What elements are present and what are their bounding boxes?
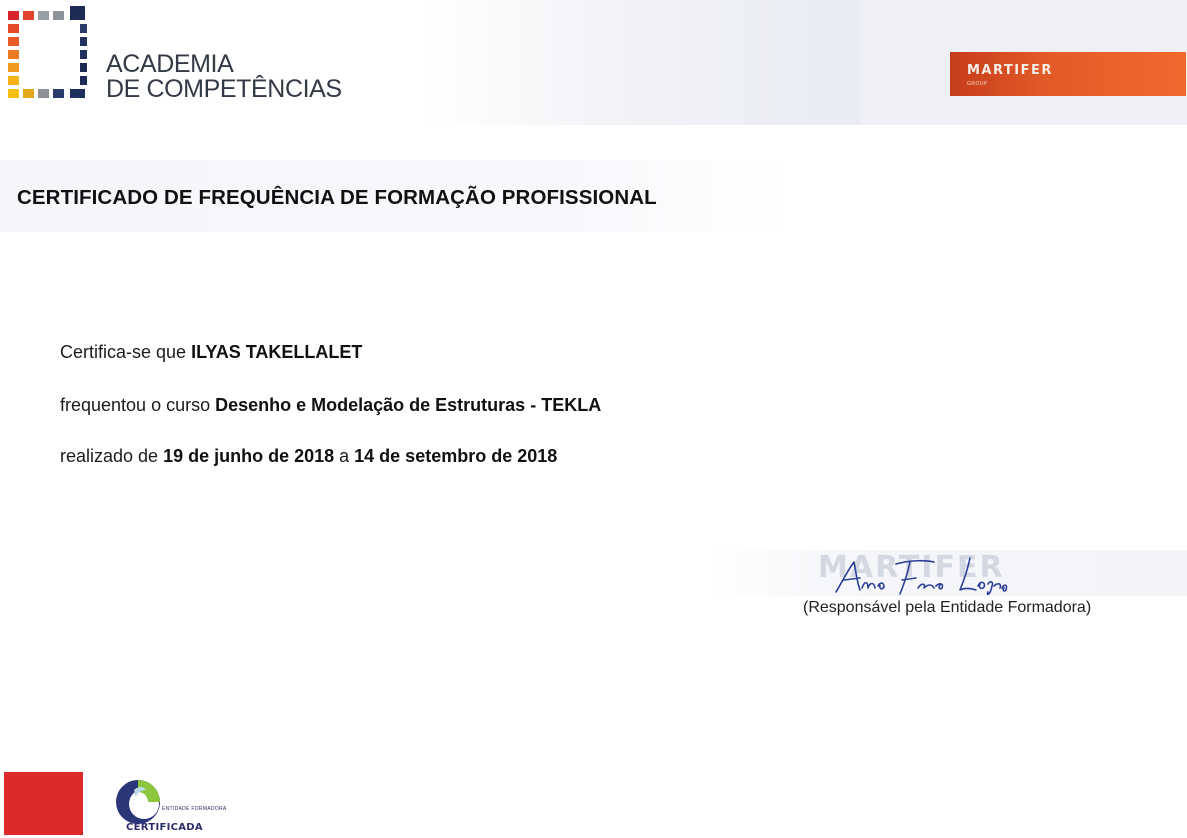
signature-icon — [830, 552, 1010, 598]
certificate-title: CERTIFICADO DE FREQUÊNCIA DE FORMAÇÃO PROFISSIONAL — [17, 186, 657, 209]
start-date: 19 de junho de 2018 — [163, 446, 335, 466]
end-date: 14 de setembro de 2018 — [354, 446, 558, 466]
seal-word: CERTIFICADA — [126, 822, 203, 833]
academy-line2: DE COMPETÊNCIAS — [106, 75, 342, 103]
line2-prefix: frequentou o curso — [60, 395, 216, 415]
line1-prefix: Certifica-se que — [60, 342, 192, 362]
brand-sub: GROUP — [967, 81, 988, 87]
signer-role: (Responsável pela Entidade Formadora) — [803, 599, 1092, 616]
red-accent-block — [4, 772, 83, 835]
brand-name: MARTIFER — [967, 63, 1053, 78]
line3-prefix: realizado de — [60, 446, 164, 466]
academy-wordmark — [106, 52, 342, 102]
course-name: Desenho e Modelação de Estruturas - TEKLA — [215, 395, 602, 415]
certification-line — [60, 342, 362, 363]
academia-logo-icon — [8, 6, 108, 98]
course-line — [60, 395, 601, 416]
date-connector: a — [334, 446, 355, 466]
company-stamp: MARTIFER — [818, 550, 1005, 585]
academy-line1: ACADEMIA — [106, 50, 234, 78]
martifer-brand-badge — [950, 52, 1186, 96]
dates-line — [60, 446, 557, 467]
trainee-name: ILYAS TAKELLALET — [191, 342, 363, 362]
seal-small-text: ENTIDADE FORMADORA — [162, 806, 227, 812]
